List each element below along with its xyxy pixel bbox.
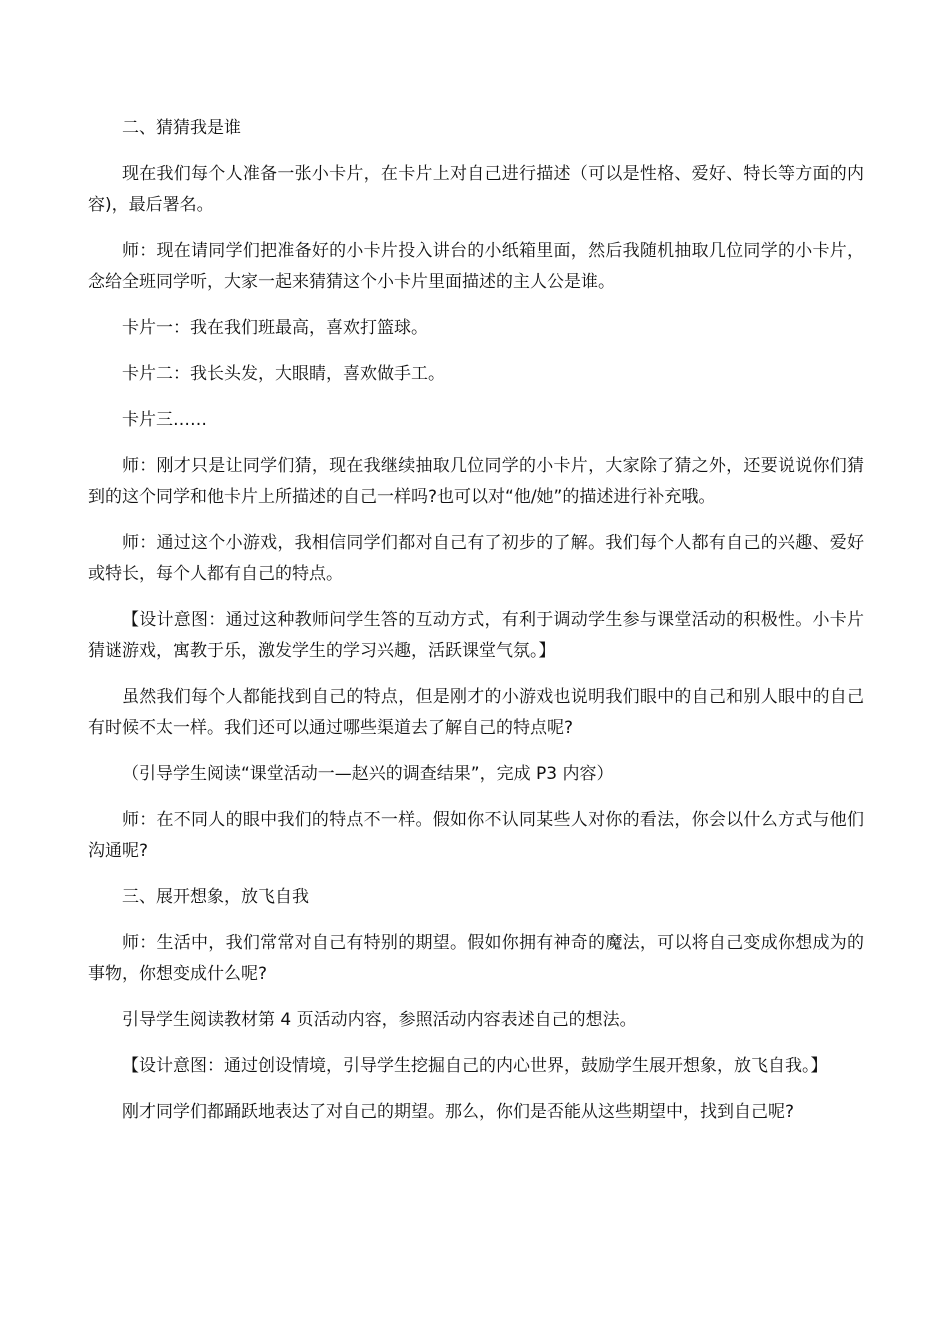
design-intent-note: 【设计意图：通过创设情境，引导学生挖掘自己的内心世界，鼓励学生展开想象，放飞自我。】: [122, 1056, 828, 1076]
paragraph: 卡片一：我在我们班最高，喜欢打篮球。: [122, 318, 428, 338]
paragraph: 卡片三……: [122, 410, 207, 430]
paragraph: 师：在不同人的眼中我们的特点不一样。假如你不认同某些人对你的看法，你会以什么方式与他们沟通呢?: [88, 810, 864, 861]
document-body: [88, 113, 864, 1143]
section-heading: 三、展开想象，放飞自我: [122, 887, 309, 907]
paragraph: 卡片二：我长头发，大眼睛，喜欢做手工。: [122, 364, 445, 384]
paragraph: 现在我们每个人准备一张小卡片，在卡片上对自己进行描述（可以是性格、爱好、特长等方面的内容)，最后署名。: [88, 164, 864, 215]
section-heading: 二、猜猜我是谁: [122, 118, 241, 138]
paragraph: 师：刚才只是让同学们猜，现在我继续抽取几位同学的小卡片，大家除了猜之外，还要说说你们猜到的这个同学和他卡片上所描述的自己一样吗?也可以对“他/她”的描述进行补充哦。: [88, 456, 864, 507]
paragraph: 刚才同学们都踊跃地表达了对自己的期望。那么，你们是否能从这些期望中，找到自己呢?: [122, 1102, 795, 1122]
paragraph: 师：现在请同学们把准备好的小卡片投入讲台的小纸箱里面，然后我随机抽取几位同学的小卡片，念给全班同学听，大家一起来猜猜这个小卡片里面描述的主人公是谁。: [88, 241, 864, 292]
paragraph: 引导学生阅读教材第 4 页活动内容，参照活动内容表述自己的想法。: [122, 1010, 637, 1030]
paragraph: 师：通过这个小游戏，我相信同学们都对自己有了初步的了解。我们每个人都有自己的兴趣、爱好或特长，每个人都有自己的特点。: [88, 533, 864, 584]
design-intent-note: 【设计意图：通过这种教师问学生答的互动方式，有利于调动学生参与课堂活动的积极性。小卡片猜谜游戏，寓教于乐，激发学生的学习兴趣，活跃课堂气氛。】: [88, 610, 864, 661]
paragraph: 师：生活中，我们常常对自己有特别的期望。假如你拥有神奇的魔法，可以将自己变成你想成为的事物，你想变成什么呢?: [88, 933, 864, 984]
paragraph: 虽然我们每个人都能找到自己的特点，但是刚才的小游戏也说明我们眼中的自己和别人眼中的自己有时候不太一样。我们还可以通过哪些渠道去了解自己的特点呢?: [88, 687, 864, 738]
paragraph: （引导学生阅读“课堂活动一—赵兴的调查结果”，完成 P3 内容）: [122, 764, 614, 784]
